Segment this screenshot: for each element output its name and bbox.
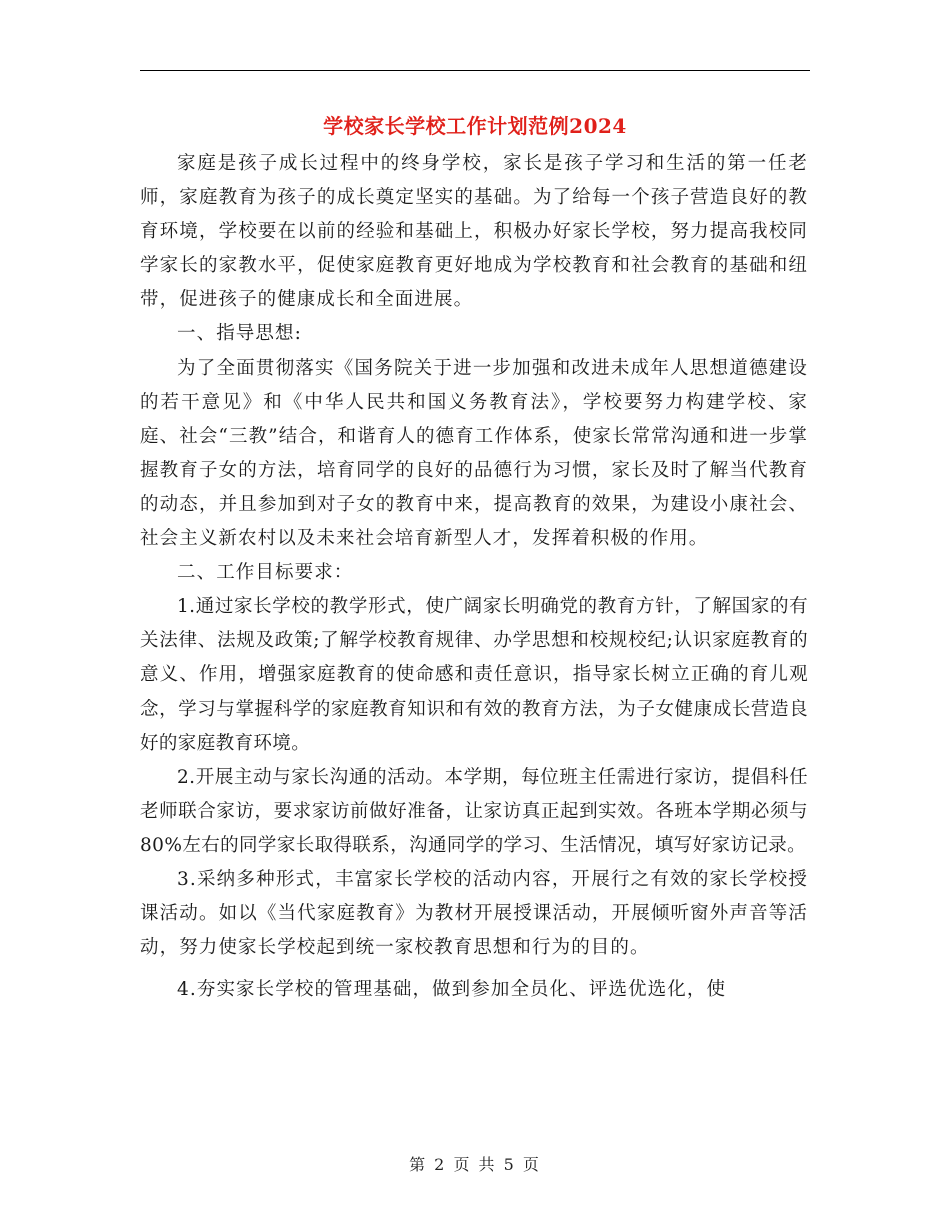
paragraph-guiding-ideology: 为了全面贯彻落实《国务院关于进一步加强和改进未成年人思想道德建设的若干意见》和《中华人民共和国义务教育法》，学校要努力构建学校、家庭、社会“三教”结合，和谐育人的德育工作体系，使家长常常沟通和进一步掌握教育子女的方法，培育同学的良好的品德行为习惯，家长及时了解当代教育的动态，并且参加到对子女的教育中来，提高教育的效果，为建设小康社会、社会主义新农村以及未来社会培育新型人才，发挥着积极的作用。: [140, 357, 808, 550]
paragraph-goal-2: 2.开展主动与家长沟通的活动。本学期，每位班主任需进行家访，提倡科任老师联合家访，要求家访前做好准备，让家访真正起到实效。各班本学期必须与80%左右的同学家长取得联系，沟通同学的学习、生活情况，填写好家访记录。: [140, 766, 808, 856]
document-title: 学校家长学校工作计划范例2024: [323, 114, 627, 138]
heading-guiding-ideology: 一、指导思想:: [177, 323, 302, 345]
paragraph-goal-1: 1.通过家长学校的教学形式，使广阔家长明确党的教育方针，了解国家的有关法律、法规及政策;了解学校教育规律、办学思想和校规校纪;认识家庭教育的意义、作用，增强家庭教育的使命感和责任意识，指导家长树立正确的育儿观念，学习与掌握科学的家庭教育知识和有效的教育方法，为子女健康成长营造良好的家庭教育环境。: [140, 596, 808, 754]
heading-work-goals: 二、工作目标要求：: [177, 562, 354, 584]
paragraph-goal-3: 3.采纳多种形式，丰富家长学校的活动内容，开展行之有效的家长学校授课活动。如以《当代家庭教育》为教材开展授课活动，开展倾听窗外声音等活动，努力使家长学校起到统一家校教育思想和行为的目的。: [140, 868, 808, 959]
paragraph-goal-4: 4.夯实家长学校的管理基础，做到参加全员化、评选优选化，使: [177, 979, 727, 1001]
paragraph-intro: 家庭是孩子成长过程中的终身学校，家长是孩子学习和生活的第一任老师，家庭教育为孩子的成长奠定坚实的基础。为了给每一个孩子营造良好的教育环境，学校要在以前的经验和基础上，积极办好家长学校，努力提高我校同学家长的家教水平，促使家庭教育更好地成为学校教育和社会教育的基础和纽带，促进孩子的健康成长和全面进展。: [140, 153, 808, 311]
header-rule: [140, 70, 810, 71]
page-number-footer: 第 2 页 共 5 页: [409, 1155, 541, 1174]
document-body: [140, 147, 808, 1007]
